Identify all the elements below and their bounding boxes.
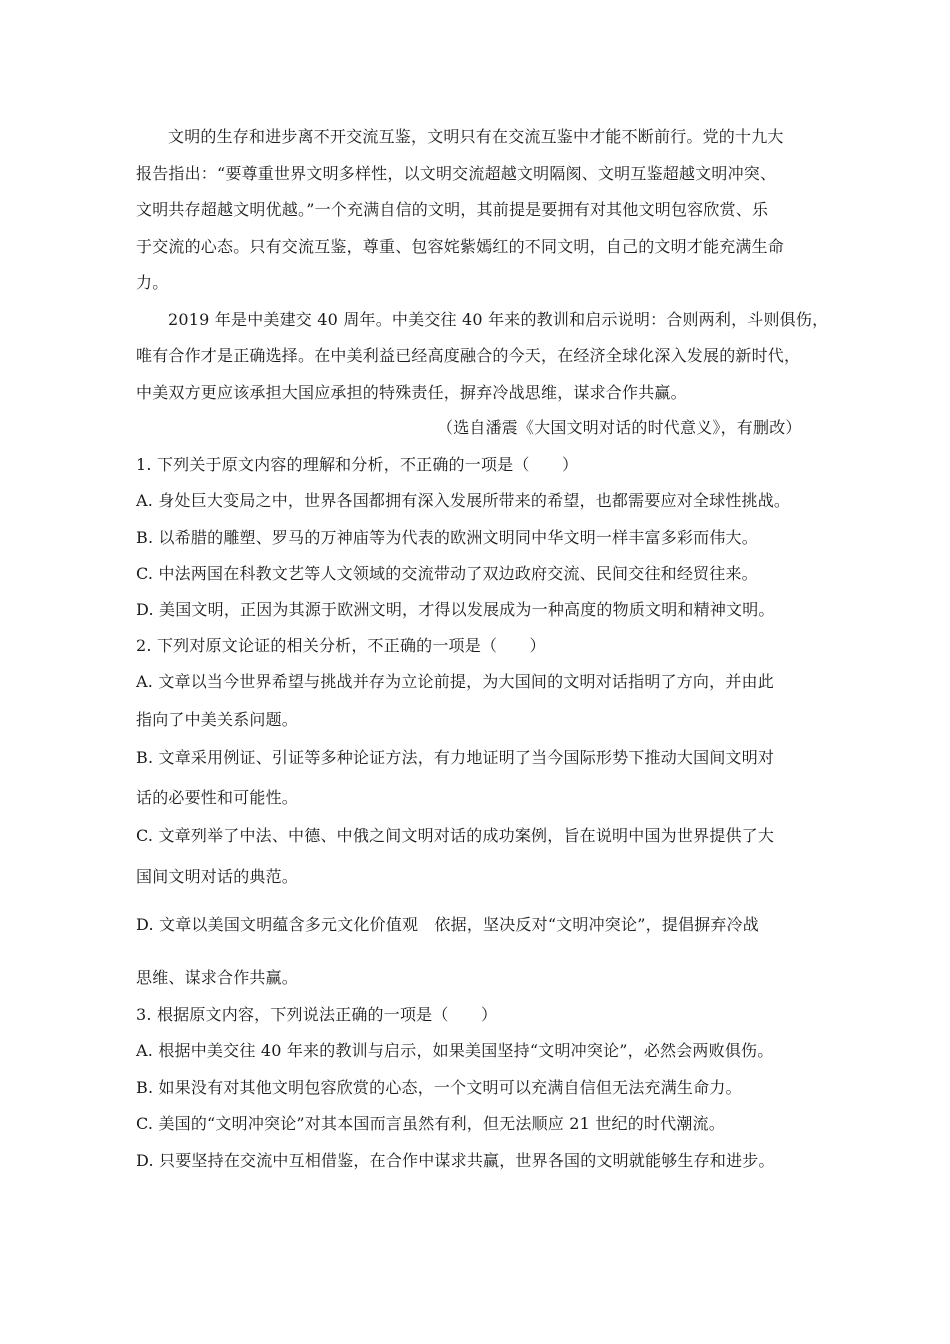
question-1-option-a: A. 身处巨大变局之中，世界各国都拥有深入发展所带来的希望，也都需要应对全球性挑战。: [136, 491, 791, 510]
passage-para1-line4: 于交流的心态。只有交流互鉴，尊重、包容姹紫嫣红的不同文明，自己的文明才能充满生命: [136, 237, 785, 256]
passage-para2-line1: 2019 年是中美建交 40 周年。中美交往 40 年来的教训和启示说明：合则两利，斗则俱伤，: [168, 310, 829, 329]
question-3-option-d: D. 只要坚持在交流中互相借鉴，在合作中谋求共赢，世界各国的文明就能够生存和进步。: [136, 1151, 775, 1170]
passage-para2-line3: 中美双方更应该承担大国应承担的特殊责任，摒弃冷战思维，谋求合作共赢。: [136, 383, 687, 402]
question-2-option-b-line1: B. 文章采用例证、引证等多种论证方法，有力地证明了当今国际形势下推动大国间文明对: [136, 748, 775, 767]
question-2-option-d-line2: 思维、谋求合作共赢。: [136, 968, 299, 987]
question-2-option-c-line1: C. 文章列举了中法、中德、中俄之间文明对话的成功案例，旨在说明中国为世界提供了大: [136, 826, 775, 845]
question-2-option-a-line2: 指向了中美关系问题。: [136, 710, 299, 729]
question-2-option-b-line2: 话的必要性和可能性。: [136, 788, 299, 807]
question-3-option-b: B. 如果没有对其他文明包容欣赏的心态，一个文明可以充满自信但无法充满生命力。: [136, 1078, 742, 1097]
question-1-option-c: C. 中法两国在科教文艺等人文领域的交流带动了双边政府交流、民间交往和经贸往来。: [136, 564, 758, 583]
question-3-option-a: A. 根据中美交往 40 年来的教训与启示，如果美国坚持“文明冲突论”，必然会两败俱伤。: [136, 1041, 774, 1060]
passage-para1-line2: 报告指出：“要尊重世界文明多样性，以文明交流超越文明隔阂、文明互鉴超越文明冲突、: [136, 164, 777, 183]
question-1-stem: 1. 下列关于原文内容的理解和分析，不正确的一项是（ ）: [136, 455, 579, 474]
question-2-option-c-line2: 国间文明对话的典范。: [136, 867, 299, 886]
passage-para1-line3: 文明共存超越文明优越。”一个充满自信的文明，其前提是要拥有对其他文明包容欣赏、乐: [136, 200, 769, 219]
question-3-stem: 3. 根据原文内容，下列说法正确的一项是（ ）: [136, 1005, 498, 1024]
question-3-option-c: C. 美国的“文明冲突论”对其本国而言虽然有利，但无法顺应 21 世纪的时代潮流。: [136, 1114, 725, 1133]
passage-source: （选自潘震《大国文明对话的时代意义》，有删改）: [437, 418, 802, 437]
question-2-stem: 2. 下列对原文论证的相关分析，不正确的一项是（ ）: [136, 636, 546, 655]
question-2-option-a-line1: A. 文章以当今世界希望与挑战并存为立论前提，为大国间的文明对话指明了方向，并由此: [136, 672, 774, 691]
question-2-option-d-line1: D. 文章以美国文明蕴含多元文化价值观 依据，坚决反对“文明冲突论”，提倡摒弃冷战: [136, 915, 759, 934]
passage-para1-line1: 文明的生存和进步离不开交流互鉴，文明只有在交流互鉴中才能不断前行。党的十九大: [168, 127, 784, 146]
question-1-option-d: D. 美国文明，正因为其源于欧洲文明，才得以发展成为一种高度的物质文明和精神文明。: [136, 600, 775, 619]
question-1-option-b: B. 以希腊的雕塑、罗马的万神庙等为代表的欧洲文明同中华文明一样丰富多彩而伟大。: [136, 528, 758, 547]
passage-para2-line2: 唯有合作才是正确选择。在中美利益已经高度融合的今天，在经济全球化深入发展的新时代，: [136, 346, 801, 365]
passage-para1-line5: 力。: [136, 273, 169, 292]
